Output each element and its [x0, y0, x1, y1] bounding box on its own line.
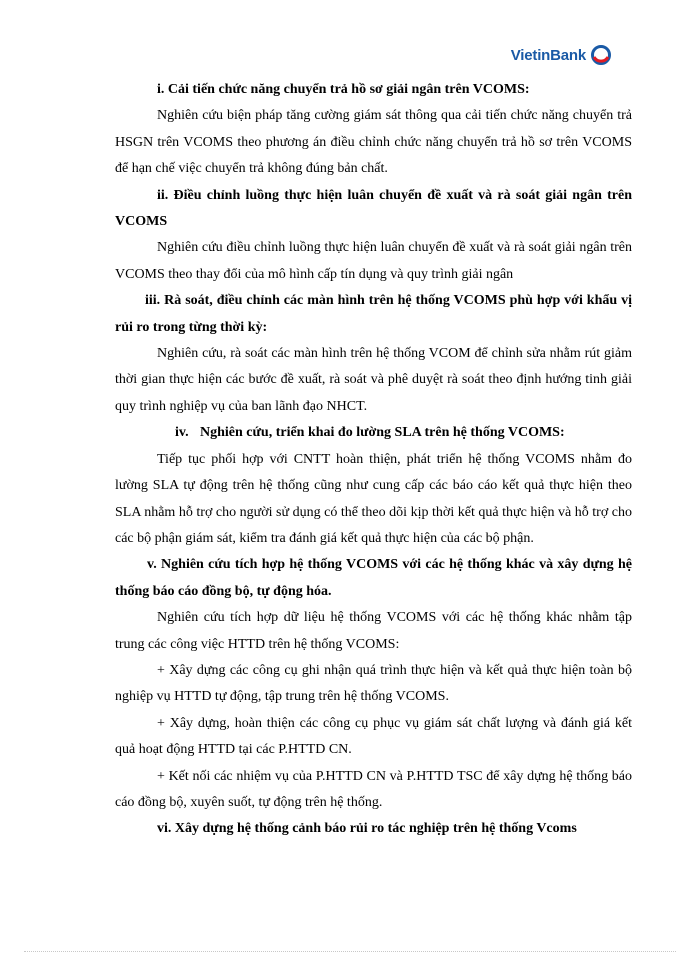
heading-i: i. Cải tiến chức năng chuyển trả hồ sơ giải ngân trên VCOMS:: [157, 82, 530, 97]
paragraph-i: Nghiên cứu biện pháp tăng cường giám sát thông qua cải tiến chức năng chuyển trả HSGN trên VCOMS theo phương án điều chỉnh chức năng chuyển trả hồ sơ trên VCOMS để hạn chế việc chuyển trả không đúng bản chất.: [115, 108, 632, 177]
paragraph-v-intro: Nghiên cứu tích hợp dữ liệu hệ thống VCOMS với các hệ thống khác nhằm tập trung các công việc HTTD trên hệ thống VCOMS:: [115, 610, 632, 652]
heading-ii: ii. Điều chỉnh luồng thực hiện luân chuyển đề xuất và rà soát giải ngân trên VCOMS: [115, 187, 632, 230]
list-item-v-3: + Kết nối các nhiệm vụ của P.HTTD CN và P.HTTD TSC để xây dựng hệ thống báo cáo đồng bộ, xuyên suốt, tự động trên hệ thống.: [115, 768, 632, 810]
vietinbank-logo: [511, 44, 612, 66]
page-bottom-divider: [24, 951, 676, 952]
heading-iv: [115, 420, 632, 446]
document-body: [115, 77, 632, 843]
heading-v: v. Nghiên cứu tích hợp hệ thống VCOMS với các hệ thống khác và xây dựng hệ thống báo cáo đồng bộ, tự động hóa.: [115, 557, 632, 599]
paragraph-iv: Tiếp tục phối hợp với CNTT hoàn thiện, phát triển hệ thống VCOMS nhằm đo lường SLA tự động trên hệ thống cũng như cung cấp các báo cáo kết quả thực hiện theo SLA nhằm hỗ trợ cho người sử dụng có thể theo dõi kịp thời kết quả thực hiện và hỗ trợ cho các bộ phận giám sát, kiểm tra đánh giá kết quả thực hiện của các bộ phận.: [115, 451, 632, 546]
list-item-v-1: + Xây dựng các công cụ ghi nhận quá trình thực hiện và kết quả thực hiện toàn bộ nghiệp vụ HTTD tự động, tập trung trên hệ thống VCOMS.: [115, 662, 632, 705]
list-item-v-2: + Xây dựng, hoàn thiện các công cụ phục vụ giám sát chất lượng và đánh giá kết quả hoạt động HTTD tại các P.HTTD CN.: [115, 715, 632, 758]
logo-text: VietinBank: [510, 46, 586, 64]
vietinbank-emblem-icon: [590, 44, 612, 66]
heading-iv-number: iv.: [175, 425, 189, 441]
heading-vi: vi. Xây dựng hệ thống cảnh báo rủi ro tác nghiệp trên hệ thống Vcoms: [157, 821, 577, 837]
paragraph-iii: Nghiên cứu, rà soát các màn hình trên hệ thống VCOM để chỉnh sửa nhằm rút giảm thời gian thực hiện các bước đề xuất, rà soát và phê duyệt rà soát theo định hướng tinh giải quy trình nghiệp vụ của ban lãnh đạo NHCT.: [115, 346, 632, 414]
heading-iii: iii. Rà soát, điều chỉnh các màn hình trên hệ thống VCOMS phù hợp với khẩu vị rủi ro trong từng thời kỳ:: [115, 293, 632, 335]
paragraph-ii: Nghiên cứu điều chỉnh luồng thực hiện luân chuyển đề xuất và rà soát giải ngân trên VCOMS theo thay đổi của mô hình cấp tín dụng và quy trình giải ngân: [115, 240, 632, 282]
heading-iv-text: Nghiên cứu, triển khai đo lường SLA trên hệ thống VCOMS:: [200, 425, 565, 441]
